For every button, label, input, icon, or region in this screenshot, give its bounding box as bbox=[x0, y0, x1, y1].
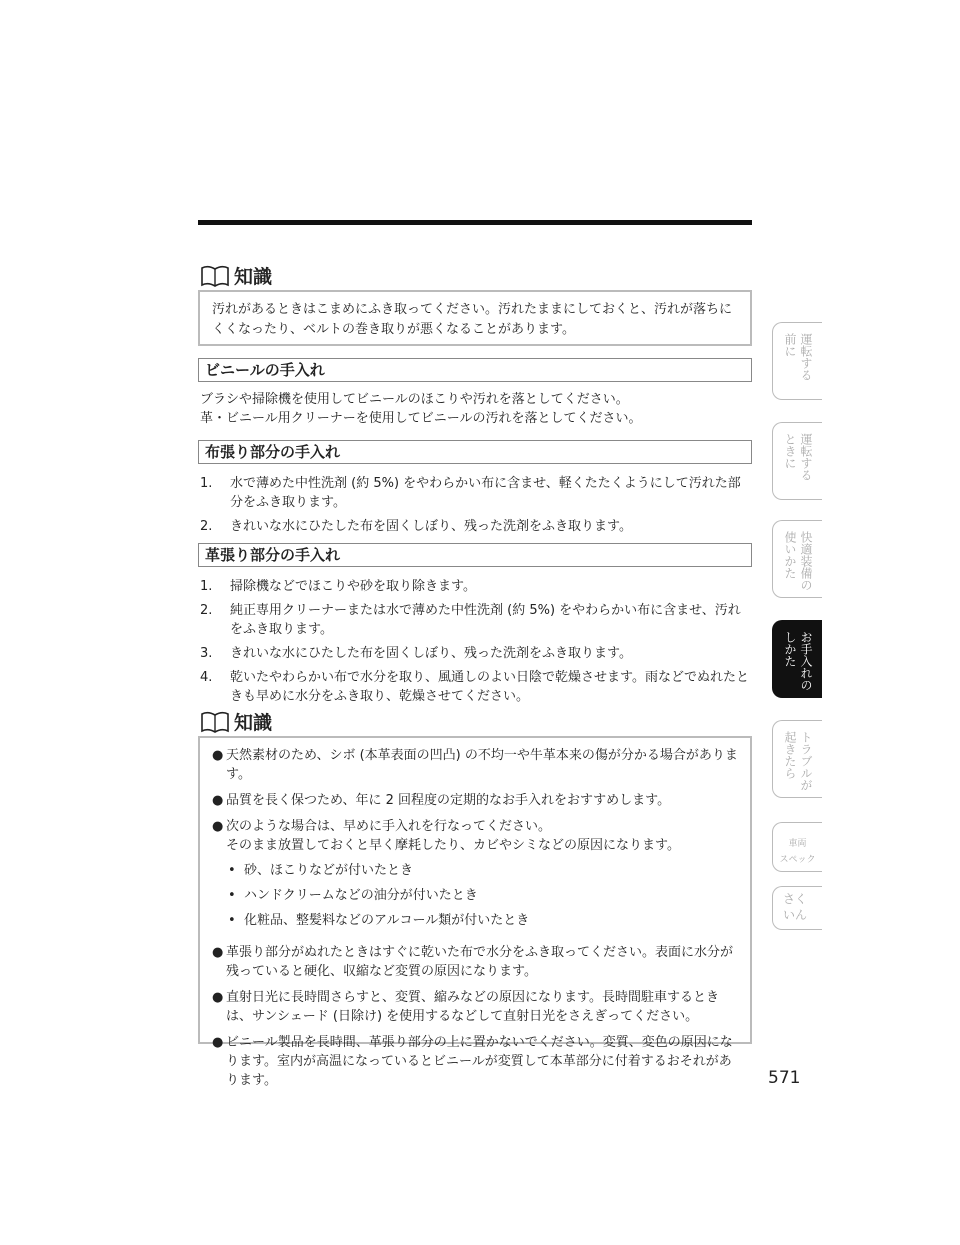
note-text: 汚れがあるときはこまめにふき取ってください。汚れたままにしておくと、汚れが落ちにくくなったり、ベルトの巻き取りが悪くなることがあります。 bbox=[212, 302, 733, 337]
list-item bbox=[200, 601, 750, 639]
bullet-text: 天然素材のため、シボ (本革表面の凹凸) の不均一や牛革本来の傷が分かる場合があります。 bbox=[226, 748, 738, 782]
step-text: きれいな水にひたした布を固くしぼり、残った洗剤をふき取ります。 bbox=[230, 519, 632, 534]
sub-bullet-dot: • bbox=[228, 913, 236, 928]
tab-before-driving[interactable] bbox=[772, 322, 822, 400]
tab-label: 運転する bbox=[799, 333, 813, 381]
vinyl-line: 革・ビニール用クリーナーを使用してビニールの汚れを落としてください。 bbox=[200, 411, 642, 426]
note-box bbox=[198, 736, 752, 1088]
list-item bbox=[200, 988, 738, 1026]
step-text: 乾いたやわらかい布で水分を取り、風通しのよい日陰で乾燥させます。雨などでぬれたときも早めに水分をふき取り、乾燥させてください。 bbox=[230, 670, 749, 704]
top-rule bbox=[198, 220, 752, 225]
vinyl-body bbox=[200, 390, 750, 428]
sub-bullet-dot: • bbox=[228, 888, 236, 903]
step-text: 純正専用クリーナーまたは水で薄めた中性洗剤 (約 5%) をやわらかい布に含ませ、汚れをふき取ります。 bbox=[230, 603, 741, 637]
tab-label: スペック bbox=[779, 854, 816, 865]
tab-label: 快適装備の bbox=[799, 531, 813, 591]
bullet-text: ビニール製品を長時間、革張り部分の上に置かないでください。変質、変色の原因になります。室内が高温になっているとビニールが変質して本革部分に付着するおそれがあります。 bbox=[226, 1035, 733, 1088]
step-text: きれいな水にひたした布を固くしぼり、残った洗剤をふき取ります。 bbox=[230, 646, 632, 661]
bullet-dot: ● bbox=[212, 793, 224, 808]
bullet-dot: ● bbox=[212, 990, 224, 1005]
tab-label: 前に bbox=[783, 333, 797, 357]
list-item bbox=[200, 577, 750, 596]
list-item bbox=[200, 644, 750, 663]
section-heading-vinyl: ビニールの手入れ bbox=[198, 358, 752, 382]
tab-label: 起きたら bbox=[783, 731, 797, 779]
tab-label: トラブルが bbox=[799, 731, 813, 791]
tab-label: 使いかた bbox=[783, 531, 797, 579]
book-icon bbox=[200, 264, 230, 288]
list-item bbox=[226, 861, 680, 880]
list-item bbox=[200, 474, 750, 512]
book-icon bbox=[200, 710, 230, 734]
section-heading-fabric: 布張り部分の手入れ bbox=[198, 440, 752, 464]
list-item bbox=[200, 1033, 738, 1090]
bullet-dot: ● bbox=[212, 1035, 224, 1050]
note-heading bbox=[200, 708, 272, 735]
fabric-steps bbox=[200, 474, 750, 541]
page-number: 571 bbox=[768, 1068, 801, 1088]
tab-specifications[interactable] bbox=[772, 822, 822, 872]
bullet-text: 革張り部分がぬれたときはすぐに乾いた布で水分をふき取ってください。表面に水分が残っていると硬化、収縮など変質の原因になります。 bbox=[226, 945, 734, 979]
list-item bbox=[200, 517, 750, 536]
tab-label: さく bbox=[783, 892, 808, 906]
step-text: 水で薄めた中性洗剤 (約 5%) をやわらかい布に含ませ、軽くたたくようにして汚れた部分をふき取ります。 bbox=[230, 476, 741, 510]
tab-label: 運転する bbox=[799, 433, 813, 481]
step-text: 掃除機などでほこりや砂を取り除きます。 bbox=[230, 579, 476, 594]
step-number: 1. bbox=[200, 579, 213, 594]
tab-comfort-features[interactable] bbox=[772, 520, 822, 598]
step-number: 3. bbox=[200, 646, 213, 661]
step-number: 2. bbox=[200, 519, 213, 534]
list-item bbox=[226, 911, 680, 930]
sub-bullet-dot: • bbox=[228, 863, 236, 878]
vinyl-line: ブラシや掃除機を使用してビニールのほこりや汚れを落としてください。 bbox=[200, 392, 629, 407]
list-item bbox=[200, 791, 738, 810]
tab-label: しかた bbox=[783, 631, 797, 667]
tab-maintenance[interactable] bbox=[772, 620, 822, 698]
note-title: 知識 bbox=[234, 712, 273, 734]
bullet-text: 直射日光に長時間さらすと、変質、縮みなどの原因になります。長時間駐車するときは、サンシェード (日除け) を使用するなどして直射日光をさえぎってください。 bbox=[226, 990, 719, 1024]
tab-while-driving[interactable] bbox=[772, 422, 822, 500]
note-box bbox=[198, 290, 752, 346]
note-bullets bbox=[200, 746, 738, 1090]
sub-bullet-text: 砂、ほこりなどが付いたとき bbox=[244, 863, 414, 878]
sub-bullet-text: 化粧品、整髪料などのアルコール類が付いたとき bbox=[244, 913, 530, 928]
bullet-dot: ● bbox=[212, 819, 224, 834]
note-title: 知識 bbox=[234, 266, 273, 288]
step-number: 2. bbox=[200, 603, 213, 618]
list-item bbox=[200, 817, 738, 936]
bullet-dot: ● bbox=[212, 748, 224, 763]
tab-label: 車両 bbox=[788, 838, 807, 849]
tab-label: お手入れの bbox=[799, 631, 813, 691]
tab-troubleshooting[interactable] bbox=[772, 720, 822, 798]
step-number: 4. bbox=[200, 670, 213, 685]
leather-steps bbox=[200, 577, 750, 711]
step-number: 1. bbox=[200, 476, 213, 491]
note-heading bbox=[200, 262, 272, 289]
list-item bbox=[200, 943, 738, 981]
bullet-text: 品質を長く保つため、年に 2 回程度の定期的なお手入れをおすすめします。 bbox=[226, 793, 671, 808]
bullet-text: そのまま放置しておくと早く摩耗したり、カビやシミなどの原因になります。 bbox=[226, 838, 680, 853]
sub-bullet-text: ハンドクリームなどの油分が付いたとき bbox=[244, 888, 478, 903]
tab-index[interactable] bbox=[772, 886, 822, 930]
list-item bbox=[200, 668, 750, 706]
sub-bullets bbox=[226, 861, 680, 930]
bullet-text: 次のような場合は、早めに手入れを行なってください。 bbox=[226, 819, 552, 834]
list-item bbox=[200, 746, 738, 784]
section-heading-leather: 革張り部分の手入れ bbox=[198, 543, 752, 567]
tab-label: いん bbox=[783, 908, 808, 922]
bullet-dot: ● bbox=[212, 945, 224, 960]
list-item bbox=[226, 886, 680, 905]
tab-label: ときに bbox=[783, 433, 797, 469]
